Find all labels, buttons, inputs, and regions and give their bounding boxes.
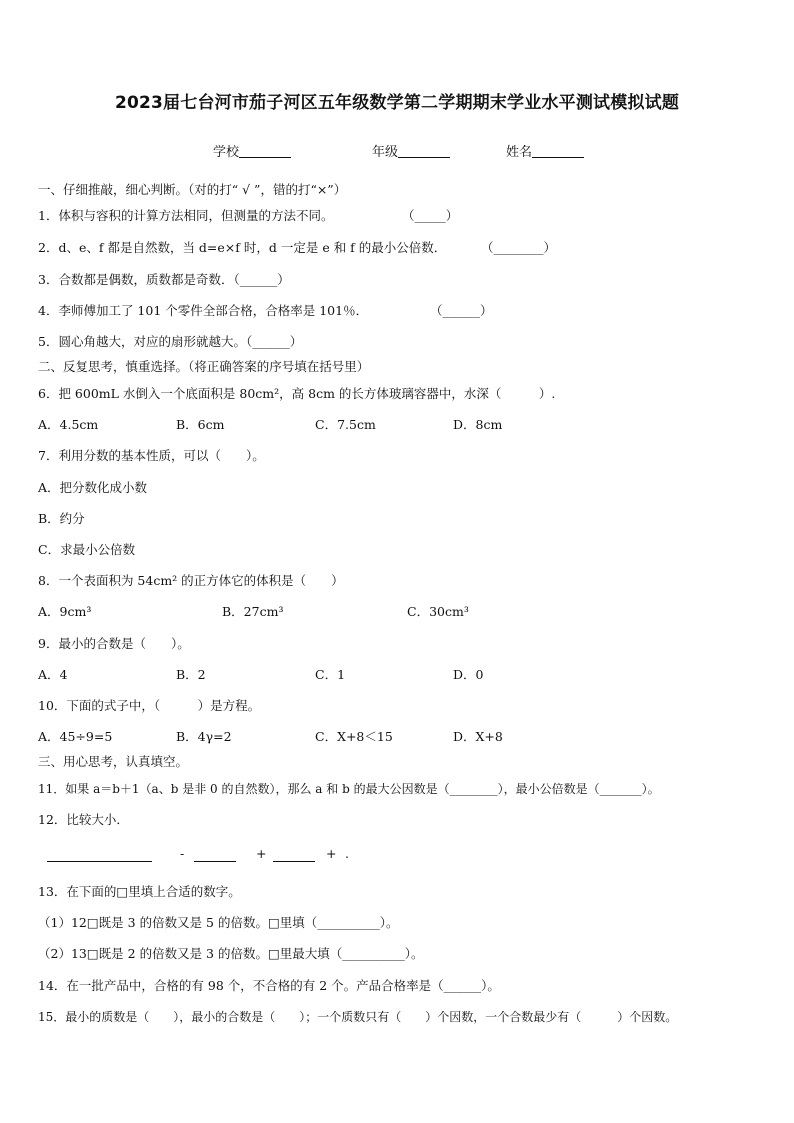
question-5: 5．圆心角越大，对应的扇形就越大。（______） [38, 334, 303, 349]
question-10: 10．下面的式子中，（ ）是方程。 [38, 698, 261, 713]
name-label: 姓名 [506, 145, 533, 160]
question-4-answer[interactable]: （______） [430, 303, 493, 318]
q9-option-d[interactable]: D．0 [453, 667, 484, 682]
question-15: 15．最小的质数是（ ），最小的合数是（ ）；一个质数只有（ ）个因数，一个合数最少有（ ）个因数。 [38, 1010, 678, 1024]
question-13: 13．在下面的□里填上合适的数字。 [38, 884, 241, 899]
school-label: 学校 [213, 145, 240, 160]
q12-op-2: + [256, 846, 267, 861]
question-11: 11．如果 a＝b＋1（a、b 是非 0 的自然数），那么 a 和 b 的最大公因数是（________），最小公倍数是（_______）。 [38, 782, 660, 796]
q12-op-3: + [326, 846, 337, 861]
question-3: 3．合数都是偶数，质数都是奇数．（______） [38, 272, 290, 287]
q9-option-c[interactable]: C．1 [315, 667, 346, 682]
q10-option-b[interactable]: B．4γ=2 [176, 729, 232, 744]
school-blank[interactable] [239, 145, 291, 158]
question-4: 4．李师傅加工了 101 个零件全部合格，合格率是 101％． [38, 303, 369, 318]
q12-op-1: - [180, 846, 185, 861]
q9-option-b[interactable]: B．2 [176, 667, 206, 682]
question-9: 9．最小的合数是（ ）。 [38, 636, 190, 651]
section-1-heading: 一、仔细推敲，细心判断。（对的打“ √ ”，错的打“×”） [38, 182, 347, 197]
name-blank[interactable] [532, 145, 584, 158]
question-7: 7．利用分数的基本性质，可以（ ）。 [38, 448, 265, 463]
question-12: 12．比较大小． [38, 812, 129, 827]
question-2: 2．d、e、f 都是自然数，当 d=e×f 时，d 一定是 e 和 f 的最小公倍数． [38, 240, 447, 255]
question-13-part-2: （2）13□既是 2 的倍数又是 3 的倍数。□里最大填（__________）。 [38, 946, 424, 961]
q12-op-4: . [345, 846, 349, 861]
q8-option-c[interactable]: C．30cm³ [407, 604, 469, 619]
q6-option-d[interactable]: D．8cm [453, 417, 503, 432]
q12-blank-2[interactable] [194, 848, 236, 863]
school-field [213, 141, 291, 160]
question-8: 8．一个表面积为 54cm² 的正方体它的体积是（ ） [38, 573, 344, 588]
q7-option-a[interactable]: A．把分数化成小数 [38, 480, 148, 495]
q7-option-c[interactable]: C．求最小公倍数 [38, 542, 136, 557]
name-field [506, 141, 584, 160]
q10-option-c[interactable]: C．X+8＜15 [315, 729, 393, 744]
grade-label: 年级 [372, 145, 399, 160]
q7-option-b[interactable]: B．约分 [38, 511, 85, 526]
q10-option-a[interactable]: A．45÷9=5 [38, 729, 113, 744]
q8-option-b[interactable]: B．27cm³ [222, 604, 284, 619]
grade-field [372, 141, 450, 160]
q12-blank-1[interactable] [47, 848, 152, 863]
question-13-part-1: （1）12□既是 3 的倍数又是 5 的倍数。□里填（__________）。 [38, 915, 399, 930]
q10-option-d[interactable]: D．X+8 [453, 729, 503, 744]
q6-option-c[interactable]: C．7.5cm [315, 417, 376, 432]
q6-option-b[interactable]: B．6cm [176, 417, 225, 432]
grade-blank[interactable] [398, 145, 450, 158]
question-2-answer[interactable]: （________） [481, 240, 557, 255]
q6-option-a[interactable]: A．4.5cm [38, 417, 99, 432]
question-14: 14．在一批产品中，合格的有 98 个，不合格的有 2 个。产品合格率是（______）。 [38, 978, 500, 993]
q12-blank-3[interactable] [273, 848, 315, 863]
section-3-heading: 三、用心思考，认真填空。 [38, 754, 189, 769]
question-1-answer[interactable]: （_____） [402, 208, 459, 223]
q8-option-a[interactable]: A．9cm³ [38, 604, 92, 619]
question-1: 1．体积与容积的计算方法相同，但测量的方法不同。 [38, 208, 334, 223]
page-title: 2023届七台河市茄子河区五年级数学第二学期期末学业水平测试模拟试题 [114, 93, 680, 113]
question-6: 6．把 600mL 水倒入一个底面积是 80cm²，高 8cm 的长方体玻璃容器中，水深（ ）. [38, 386, 556, 401]
section-2-heading: 二、反复思考，慎重选择。（将正确答案的序号填在括号里） [38, 359, 370, 374]
q9-option-a[interactable]: A．4 [38, 667, 68, 682]
